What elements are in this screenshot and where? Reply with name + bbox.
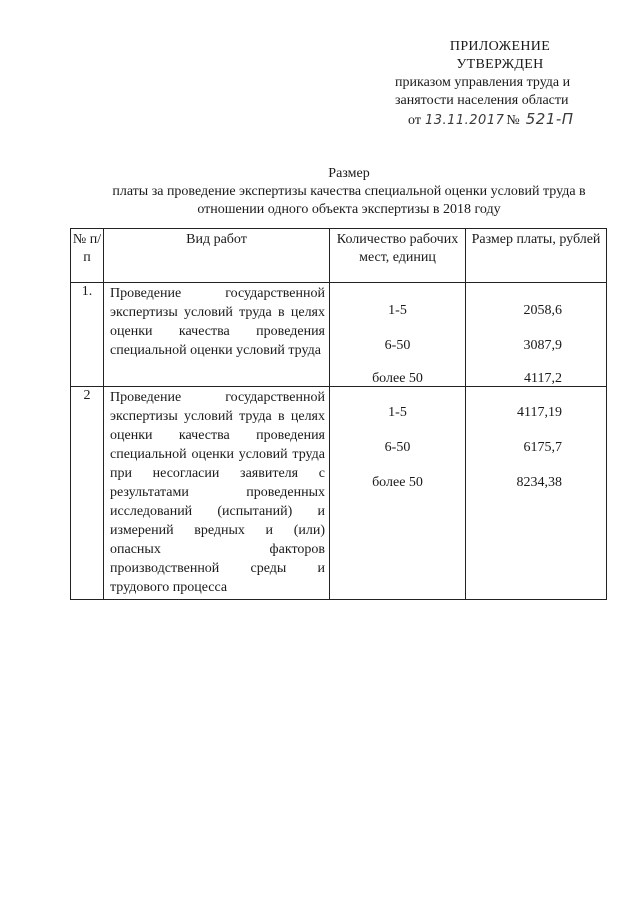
order-number-sign: №	[506, 113, 520, 128]
row-number: 2	[71, 387, 104, 600]
quantity-value: 6-50	[384, 338, 411, 353]
fee-value: 4117,19	[517, 405, 562, 420]
work-description	[104, 283, 330, 387]
fee-table	[70, 228, 607, 600]
fee-values	[466, 387, 607, 600]
order-number-handwritten: 521-П	[525, 110, 574, 128]
header-number: № п/п	[71, 229, 104, 283]
fee-values	[466, 283, 607, 387]
quantity-value: 1-5	[388, 405, 407, 420]
quantity-value: более 50	[372, 475, 423, 490]
table-row	[71, 283, 607, 387]
order-issuer-line-2: занятости населения области	[395, 93, 569, 108]
order-issuer-line-1: приказом управления труда и	[395, 75, 571, 90]
work-description-text: Проведение государственной экспертизы условий труда в целях оценки качества проведения специальной оценки условий труда	[110, 286, 325, 358]
title-line-3: отношении одного объекта экспертизы в 2018 году	[197, 202, 501, 217]
fee-value: 3087,9	[523, 338, 562, 353]
approval-stamp	[395, 38, 605, 130]
quantity-value: 6-50	[384, 440, 411, 455]
table-row	[71, 387, 607, 600]
document-title	[60, 165, 638, 219]
order-reference	[395, 110, 605, 130]
title-line-2: платы за проведение экспертизы качества специальной оценки условий труда в	[112, 184, 586, 199]
header-fee: Размер платы, рублей	[466, 229, 607, 283]
fee-value: 6175,7	[523, 440, 562, 455]
approved-label: УТВЕРЖДЕН	[456, 57, 544, 72]
order-prefix: от	[408, 113, 421, 128]
row-number: 1.	[71, 283, 104, 387]
work-description-text: Проведение государственной экспертизы условий труда в целях оценки качества проведения специальной оценки условий труда при несогласии заявителя с результатами проведенных исследований (испытаний) и измерений вредных и (или) опасных факторов производственной среды и трудового процесса	[110, 390, 325, 595]
quantity-value: 1-5	[388, 303, 407, 318]
table-header-row	[71, 229, 607, 283]
header-workplaces: Количество рабочих мест, единиц	[330, 229, 466, 283]
title-line-1: Размер	[328, 166, 370, 181]
fee-value: 8234,38	[516, 475, 562, 490]
work-description	[104, 387, 330, 600]
workplace-quantities	[330, 387, 466, 600]
appendix-label: ПРИЛОЖЕНИЕ	[449, 39, 551, 54]
header-work-type: Вид работ	[104, 229, 330, 283]
workplace-quantities	[330, 283, 466, 387]
order-date-handwritten: 13.11.2017	[424, 113, 505, 128]
fee-value: 4117,2	[524, 371, 562, 386]
quantity-value: более 50	[372, 371, 423, 386]
fee-value: 2058,6	[523, 303, 562, 318]
